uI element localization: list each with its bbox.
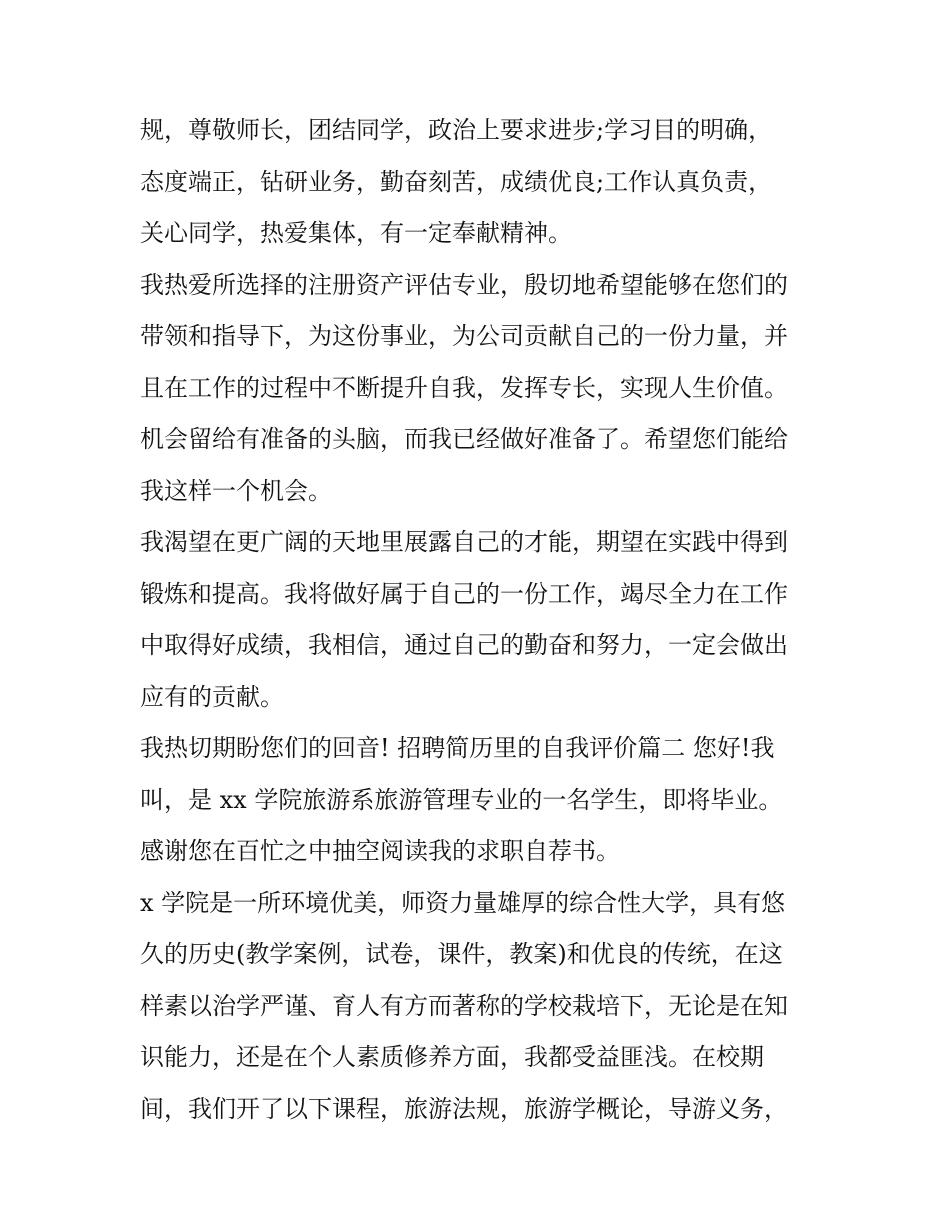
text-line: x 学院是一所环境优美，师资力量雄厚的综合性大学，具有悠 — [140, 888, 786, 917]
text-line: 我热爱所选择的注册资产评估专业，殷切地希望能够在您们的 — [140, 270, 788, 299]
text-line: 我这样一个机会。 — [140, 476, 332, 505]
text-line: 带领和指导下，为这份事业，为公司贡献自己的一份力量，并 — [140, 322, 788, 350]
text-line: 识能力，还是在个人素质修养方面，我都受益匪浅。在校期 — [140, 1043, 764, 1071]
text-line: 间，我们开了以下课程，旅游法规，旅游学概论，导游义务， — [140, 1094, 788, 1123]
text-line: 锻炼和提高。我将做好属于自己的一份工作，竭尽全力在工作 — [140, 579, 788, 608]
text-line: 应有的贡献。 — [140, 682, 284, 711]
text-line: 规，尊敬师长，团结同学，政治上要求进步;学习目的明确， — [140, 116, 773, 144]
text-line: 且在工作的过程中不断提升自我，发挥专长，实现人生价值。 — [140, 373, 788, 402]
text-line: 感谢您在百忙之中抽空阅读我的求职自荐书。 — [140, 837, 620, 865]
text-line: 关心同学，热爱集体，有一定奉献精神。 — [140, 219, 572, 247]
document-body — [140, 105, 820, 1135]
text-line: 样素以治学严谨、育人有方而著称的学校栽培下，无论是在知 — [140, 991, 788, 1020]
text-line: 态度端正，钻研业务，勤奋刻苦，成绩优良;工作认真负责， — [140, 167, 773, 196]
text-line: 中取得好成绩，我相信，通过自己的勤奋和努力，一定会做出 — [140, 631, 788, 659]
text-line: 机会留给有准备的头脑，而我已经做好准备了。希望您们能给 — [140, 425, 788, 453]
text-line: 叫，是 xx 学院旅游系旅游管理专业的一名学生，即将毕业。 — [140, 785, 783, 814]
text-line: 久的历史(教学案例，试卷，课件，教案)和优良的传统，在这 — [140, 940, 783, 968]
text-line: 我渴望在更广阔的天地里展露自己的才能，期望在实践中得到 — [140, 528, 788, 556]
text-line: 我热切期盼您们的回音! 招聘简历里的自我评价篇二 您好!我 — [140, 734, 775, 762]
